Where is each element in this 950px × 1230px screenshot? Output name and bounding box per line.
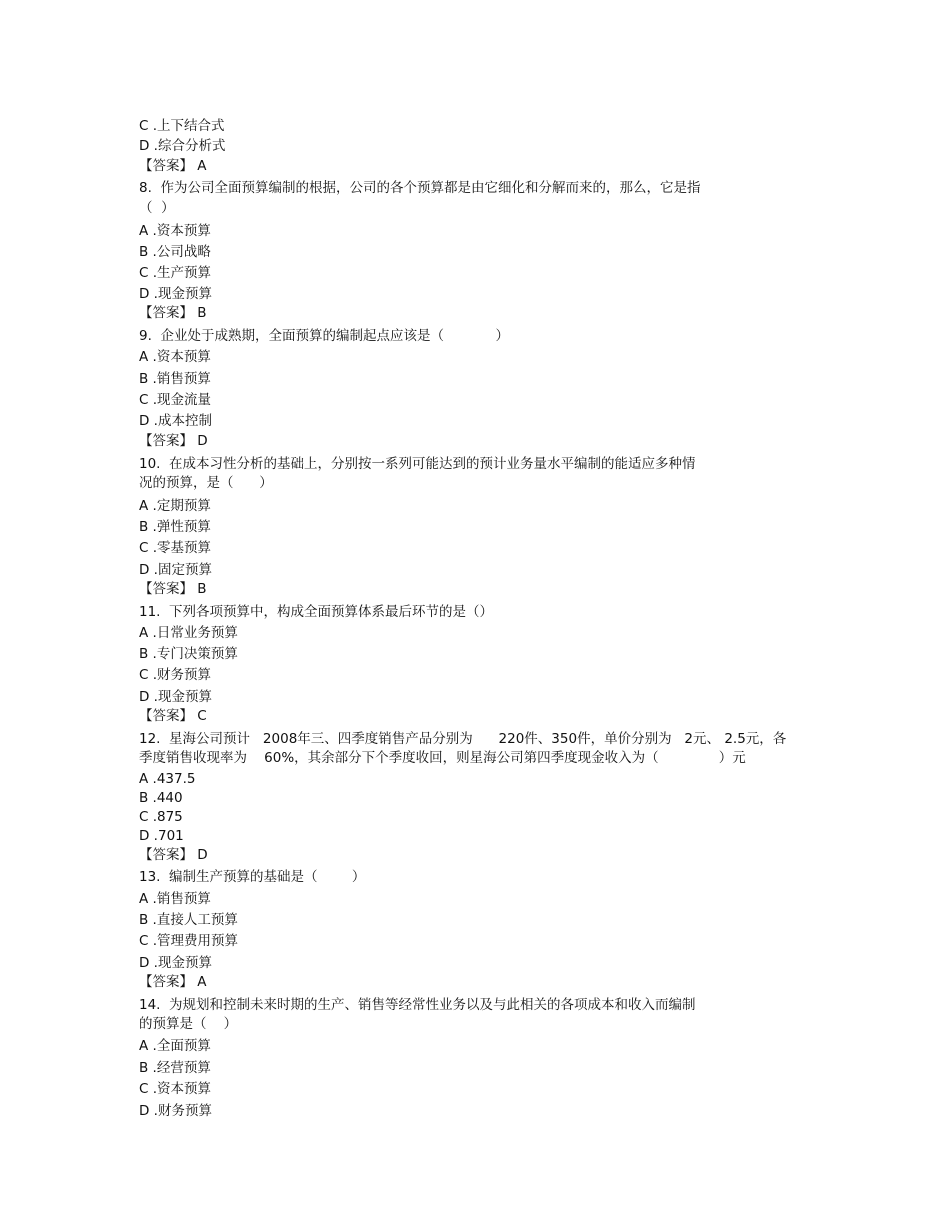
answer-line: 【答案】 B [139, 581, 207, 597]
question-line: （ ） [139, 200, 175, 216]
option-line: C .875 [139, 809, 183, 825]
question-line: 的预算是（ ） [139, 1016, 238, 1032]
option-line: B .440 [139, 790, 183, 806]
option-line: D .现金预算 [139, 689, 212, 705]
option-line: C .零基预算 [139, 540, 212, 556]
option-line: B .公司战略 [139, 244, 211, 260]
option-line: D .固定预算 [139, 562, 212, 578]
option-line: C .上下结合式 [139, 118, 225, 134]
answer-line: 【答案】 A [139, 158, 207, 174]
option-line: D .701 [139, 828, 184, 844]
option-line: B .专门决策预算 [139, 646, 238, 662]
answer-line: 【答案】 D [139, 847, 208, 863]
question-line: 11. 下列各项预算中，构成全面预算体系最后环节的是（） [139, 604, 494, 620]
option-line: A .日常业务预算 [139, 625, 238, 641]
option-line: B .直接人工预算 [139, 912, 238, 928]
option-line: A .资本预算 [139, 349, 211, 365]
answer-line: 【答案】 D [139, 433, 208, 449]
option-line: D .财务预算 [139, 1103, 212, 1119]
answer-line: 【答案】 B [139, 305, 207, 321]
option-line: D .现金预算 [139, 286, 212, 302]
answer-line: 【答案】 A [139, 974, 207, 990]
question-line: 8. 作为公司全面预算编制的根据，公司的各个预算都是由它细化和分解而来的，那么，它是指 [139, 180, 701, 196]
option-line: C .资本预算 [139, 1081, 212, 1097]
option-line: A .销售预算 [139, 891, 211, 907]
question-line: 12. 星海公司预计 2008年三、四季度销售产品分别为 220件、350件，单价分别为 2元、 2.5元，各 [139, 731, 787, 747]
option-line: C .现金流量 [139, 392, 212, 408]
option-line: C .财务预算 [139, 667, 212, 683]
option-line: C .管理费用预算 [139, 933, 239, 949]
option-line: A .资本预算 [139, 223, 211, 239]
option-line: B .弹性预算 [139, 519, 211, 535]
option-line: D .现金预算 [139, 955, 212, 971]
question-line: 10. 在成本习性分析的基础上，分别按一系列可能达到的预计业务量水平编制的能适应多种情 [139, 456, 696, 472]
option-line: B .经营预算 [139, 1060, 211, 1076]
option-line: A .定期预算 [139, 498, 211, 514]
option-line: A .437.5 [139, 771, 196, 787]
answer-line: 【答案】 C [139, 708, 207, 724]
option-line: D .综合分析式 [139, 138, 226, 154]
question-line: 14. 为规划和控制未来时期的生产、销售等经常性业务以及与此相关的各项成本和收入而编制 [139, 997, 696, 1013]
question-line: 13. 编制生产预算的基础是（ ） [139, 869, 366, 885]
question-line: 9. 企业处于成熟期，全面预算的编制起点应该是（ ） [139, 328, 509, 344]
option-line: D .成本控制 [139, 413, 212, 429]
question-line: 季度销售收现率为 60%，其余部分下个季度收回，则星海公司第四季度现金收入为（ ）元 [139, 750, 746, 766]
option-line: C .生产预算 [139, 265, 212, 281]
option-line: B .销售预算 [139, 371, 211, 387]
question-line: 况的预算，是（ ） [139, 475, 273, 491]
option-line: A .全面预算 [139, 1038, 211, 1054]
